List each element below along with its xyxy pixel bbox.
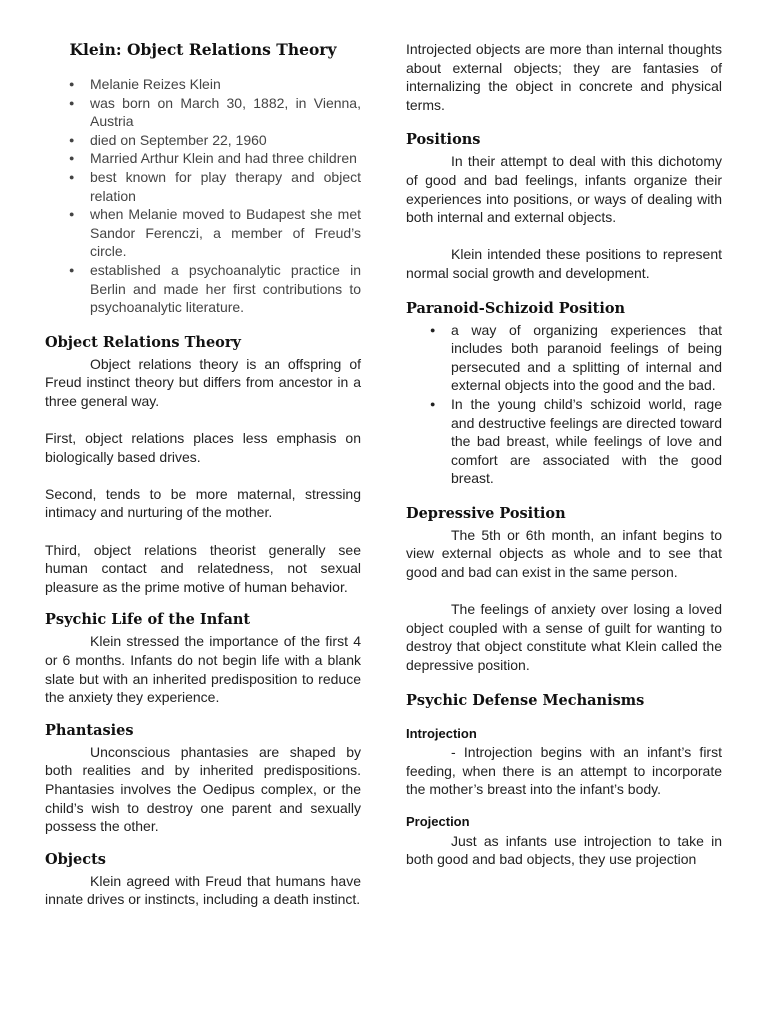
section-psychic-life — [45, 610, 361, 706]
subheading-projection: Projection — [406, 814, 470, 829]
section-heading: Psychic Life of the Infant — [45, 611, 251, 629]
left-column — [45, 40, 361, 909]
section-heading: Depressive Position — [406, 504, 566, 522]
right-column — [406, 40, 722, 869]
paragraph: Second, tends to be more maternal, stressing intimacy and nurturing of the mother. — [45, 485, 361, 521]
paranoid-list — [406, 321, 722, 488]
paragraph: The feelings of anxiety over losing a loved object coupled with a sense of guilt for wanting to destroy that object constitute what Klein called the depressive position. — [406, 601, 722, 674]
list-item: ● In the young child’s schizoid world, rage and destructive feelings are directed toward the bad breast, while feelings of love and comfort are associated with the good breast. — [406, 395, 722, 488]
subheading-introjection: Introjection — [406, 725, 477, 741]
section-heading: Positions — [406, 131, 481, 149]
paragraph: Third, object relations theorist generally see human contact and relatedness, not sexual pleasure as the prime motive of human behavior. — [45, 541, 361, 595]
paragraph: Object relations theory is an offspring of Freud instinct theory but differs from ancestor in a three general way. — [45, 355, 361, 409]
bio-item: ● best known for play therapy and object relation — [45, 168, 361, 205]
bio-item: ● was born on March 30, 1882, in Vienna, Austria — [45, 94, 361, 131]
bio-item: ● died on September 22, 1960 — [45, 131, 361, 150]
bio-item: ● Married Arthur Klein and had three children — [45, 149, 361, 168]
document-title: Klein: Object Relations Theory — [69, 40, 337, 59]
paragraph: Klein intended these positions to represent normal social growth and development. — [406, 246, 722, 281]
paragraph: Klein agreed with Freud that humans have innate drives or instincts, including a death instinct. — [45, 872, 361, 908]
section-object-relations — [45, 333, 361, 597]
section-paranoid-schizoid — [406, 299, 722, 488]
paragraph: - Introjection begins with an infant’s first feeding, when there is an attempt to incorporate the mother’s breast into the infant’s body. — [406, 744, 722, 798]
section-heading: Objects — [45, 850, 106, 868]
paragraph: First, object relations places less emphasis on biologically based drives. — [45, 430, 361, 465]
section-heading: Object Relations Theory — [45, 333, 241, 351]
section-heading: Phantasies — [45, 721, 134, 739]
section-heading: Psychic Defense Mechanisms — [406, 691, 645, 709]
paragraph: Just as infants use introjection to take in both good and bad objects, they use projection — [406, 832, 722, 868]
bio-item: ● Melanie Reizes Klein — [45, 75, 361, 94]
paragraph: In their attempt to deal with this dichotomy of good and bad feelings, infants organize their experiences into positions, or ways of dealing with both internal and external objects. — [406, 153, 722, 226]
bio-list — [45, 75, 361, 317]
bio-item: ● when Melanie moved to Budapest she met Sandor Ferenczi, a member of Freud’s circle. — [45, 205, 361, 261]
paragraph: Klein stressed the importance of the first 4 or 6 months. Infants do not begin life with a blank slate but with an inherited predisposition to reduce the anxiety they experience. — [45, 633, 361, 706]
section-phantasies — [45, 721, 361, 836]
paragraph: The 5th or 6th month, an infant begins to view external objects as whole and to see that good and bad can exist in the same person. — [406, 526, 722, 581]
section-positions — [406, 130, 722, 282]
paragraph: Introjected objects are more than internal thoughts about external objects; they are fantasies of internalizing the object in concrete and physical terms. — [406, 41, 722, 113]
list-item: ● a way of organizing experiences that includes both paranoid feelings of being persecuted and a splitting of internal and external objects into the good and the bad. — [406, 321, 722, 395]
section-objects — [45, 850, 361, 909]
section-defense — [406, 691, 722, 869]
section-heading: Paranoid-Schizoid Position — [406, 299, 626, 317]
bio-item: ● established a psychoanalytic practice in Berlin and made her first contributions to psychoanalytic literature. — [45, 261, 361, 317]
section-depressive — [406, 504, 722, 675]
paragraph: Unconscious phantasies are shaped by both realities and by inherited predispositions. Phantasies involves the Oedipus complex, or the child’s wish to destroy one parent and sexually possess the other. — [45, 743, 361, 835]
